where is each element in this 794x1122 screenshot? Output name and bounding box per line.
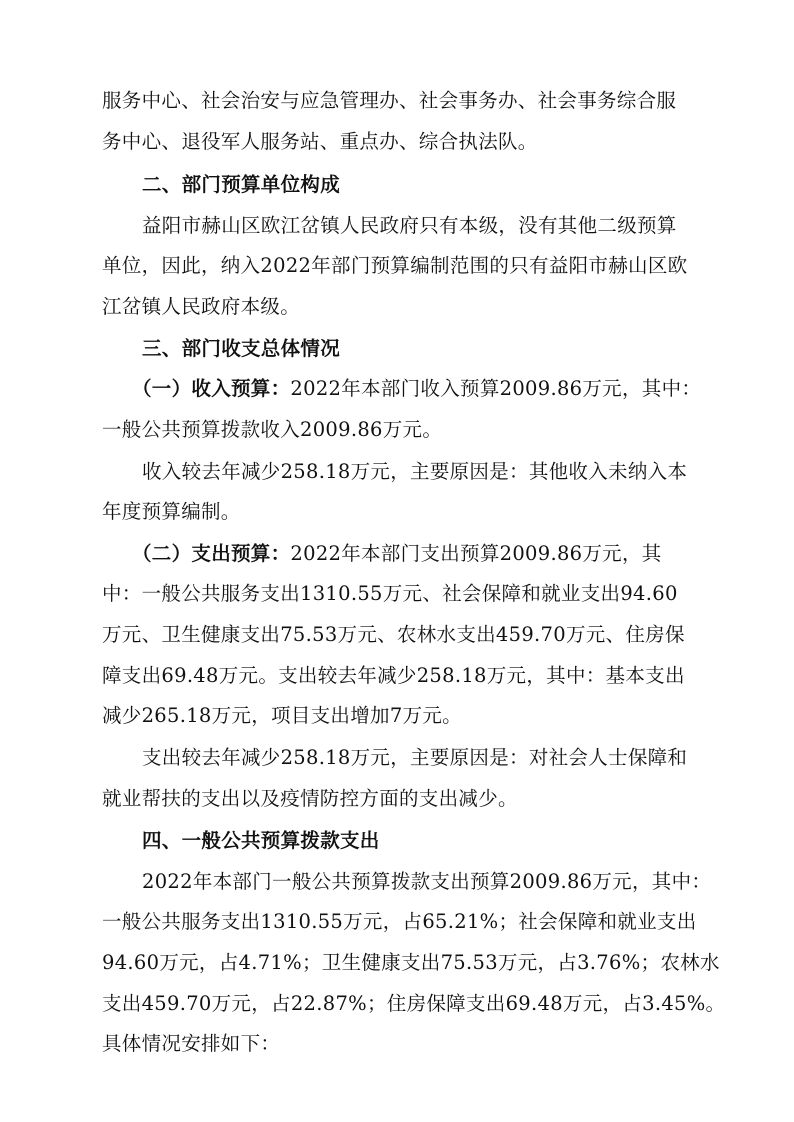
body-line: 务中心、退役军人服务站、重点办、综合执法队。 [102, 130, 538, 153]
section-heading-3: 三、部门收支总体情况 [142, 337, 341, 360]
section-heading-4: 四、一般公共预算拨款支出 [142, 829, 380, 852]
body-line: 益阳市赫山区欧江岔镇人民政府只有本级，没有其他二级预算 [142, 214, 677, 237]
body-line: 服务中心、社会治安与应急管理办、社会事务办、社会事务综合服 [102, 89, 677, 112]
body-line: 万元、卫生健康支出75.53万元、农林水支出459.70万元、住房保 [102, 623, 685, 646]
body-line: 收入较去年减少258.18万元，主要原因是：其他收入未纳入本 [142, 460, 688, 483]
body-line: 一般公共服务支出1310.55万元，占65.21%；社会保障和就业支出 [102, 910, 697, 933]
body-line: 2022年本部门一般公共预算拨款支出预算2009.86万元，其中： [142, 870, 712, 893]
expense-budget-line [132, 541, 732, 567]
expense-budget-text: 2022年本部门支出预算2009.86万元，其 [290, 542, 662, 565]
body-line: 中：一般公共服务支出1310.55万元、社会保障和就业支出94.60 [102, 582, 678, 605]
income-budget-text: 2022年本部门收入预算2009.86万元，其中： [290, 377, 702, 400]
body-line: 单位，因此，纳入2022年部门预算编制范围的只有益阳市赫山区欧 [102, 254, 688, 277]
body-line: 减少265.18万元，项目支出增加7万元。 [102, 704, 462, 727]
income-budget-label: （一）收入预算： [132, 377, 291, 400]
body-line: 江岔镇人民政府本级。 [102, 295, 301, 318]
body-line: 一般公共预算拨款收入2009.86万元。 [102, 418, 443, 441]
body-line: 94.60万元，占4.71%；卫生健康支出75.53万元，占3.76%；农林水 [102, 951, 720, 974]
body-line: 就业帮扶的支出以及疫情防控方面的支出减少。 [102, 787, 518, 810]
income-budget-line [132, 376, 732, 402]
expense-budget-label: （二）支出预算： [132, 542, 291, 565]
body-line: 具体情况安排如下： [102, 1032, 281, 1055]
body-line: 支出459.70万元，占22.87%；住房保障支出69.48万元，占3.45%。 [102, 992, 726, 1015]
body-line: 支出较去年减少258.18万元，主要原因是：对社会人士保障和 [142, 746, 688, 769]
body-line: 年度预算编制。 [102, 500, 241, 523]
body-line: 障支出69.48万元。支出较去年减少258.18万元，其中：基本支出 [102, 664, 685, 687]
section-heading-2: 二、部门预算单位构成 [142, 173, 341, 196]
